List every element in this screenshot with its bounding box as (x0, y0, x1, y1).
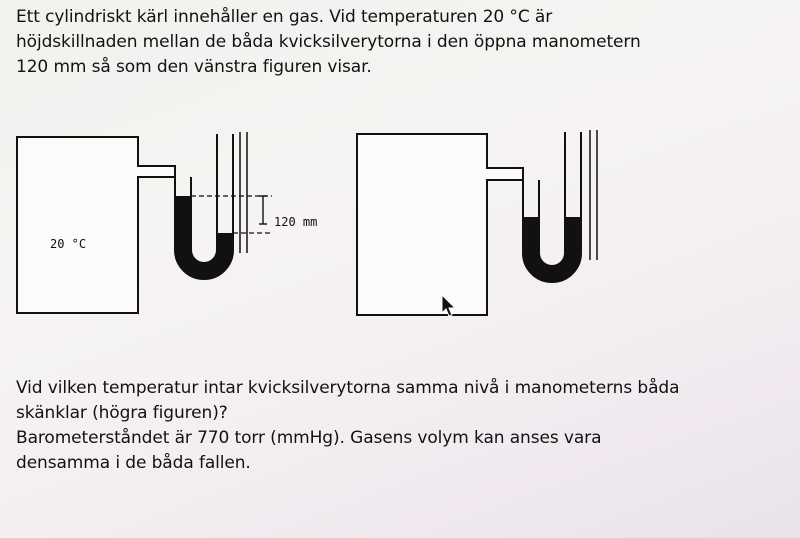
right-mercury (523, 217, 581, 282)
temperature-label: 20 °C (50, 237, 87, 251)
problem-intro (16, 5, 641, 80)
intro-line-2: höjdskillnaden mellan de båda kvicksilverytorna i den öppna manometern (16, 32, 641, 52)
left-vessel (17, 137, 175, 313)
left-utube-inner (191, 134, 217, 263)
right-vessel (357, 134, 523, 315)
mouse-cursor-icon (441, 294, 457, 318)
left-manometer-figure (17, 132, 317, 313)
height-difference-label: 120 mm (274, 215, 318, 229)
question-line-1: Vid vilken temperatur intar kvicksilverytorna samma nivå i manometerns båda (16, 378, 680, 398)
problem-question (16, 376, 679, 476)
manometer-figures (0, 120, 800, 330)
right-utube-inner (539, 132, 565, 266)
question-line-3: Barometerståndet är 770 torr (mmHg). Gasens volym kan anses vara (16, 428, 602, 448)
intro-line-3: 120 mm så som den vänstra figuren visar. (16, 57, 372, 77)
intro-line-1: Ett cylindriskt kärl innehåller en gas. Vid temperaturen 20 °C är (16, 7, 553, 27)
question-line-4: densamma i de båda fallen. (16, 453, 251, 473)
question-line-2: skänklar (högra figuren)? (16, 403, 228, 423)
right-manometer-figure (357, 130, 597, 315)
left-mercury (175, 196, 233, 279)
